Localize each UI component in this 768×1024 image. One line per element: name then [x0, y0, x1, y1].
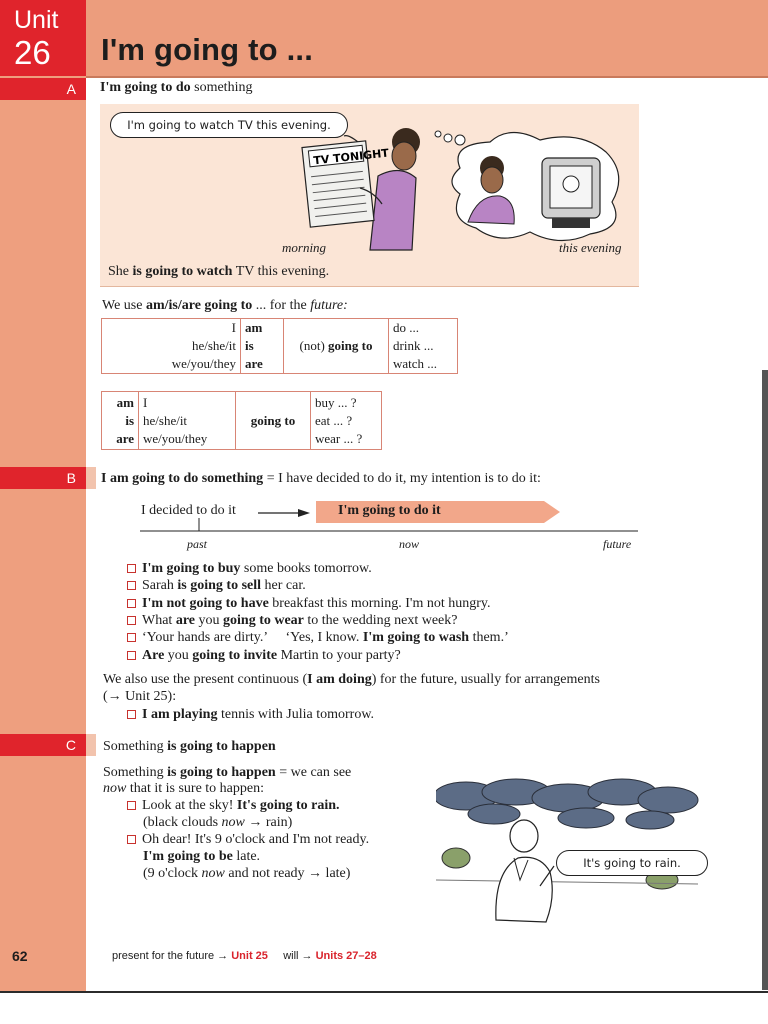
rule-bold: am/is/are going to — [145, 298, 253, 313]
verb-option: do ... — [393, 320, 419, 335]
checkbox-bullet-icon — [127, 651, 136, 660]
example-text: you — [167, 648, 189, 663]
example-explanation — [143, 815, 292, 831]
verb-cell — [311, 392, 382, 450]
pronoun: he/she/it — [191, 338, 236, 353]
line-text: Something — [103, 765, 164, 780]
verb-option: eat ... ? — [315, 412, 353, 428]
heading-plain: Something — [103, 739, 164, 754]
section-c-line1 — [103, 765, 351, 781]
caption-evening: this evening — [559, 240, 622, 255]
example-bold: are — [175, 613, 196, 628]
section-tab-b: B — [0, 467, 86, 489]
section-a-heading — [100, 80, 252, 96]
checkbox-bullet-icon — [127, 616, 136, 625]
note-italic: now — [221, 815, 245, 830]
section-b-definition — [101, 471, 541, 487]
example-post: TV this evening. — [235, 264, 330, 279]
timeline-past: past — [187, 537, 208, 551]
footer-rule — [0, 991, 768, 993]
woman-reading-newspaper-illustration — [300, 118, 430, 256]
checkbox-bullet-icon — [127, 835, 136, 844]
pronoun: he/she/it — [143, 412, 188, 428]
pronoun: I — [231, 320, 236, 335]
be-verb: are — [116, 430, 134, 446]
definition-rest: = I have decided to do it, my intention is to do it: — [266, 471, 541, 486]
list-item — [127, 707, 374, 723]
be-verb: is — [245, 338, 254, 353]
question-table — [101, 391, 382, 450]
pronoun-cell — [139, 392, 236, 450]
pronoun: I — [143, 394, 148, 410]
units-27-28-link[interactable]: Units 27–28 — [315, 950, 377, 962]
timeline-decided: I decided to do it — [141, 503, 236, 518]
example-text: to the wedding next week? — [307, 613, 458, 628]
be-verb: am — [245, 320, 263, 335]
section-a-rule — [102, 298, 348, 314]
reference-text: present for the future → — [112, 950, 229, 962]
example-bold: is going to sell — [177, 578, 262, 593]
example-text: late. — [236, 849, 261, 864]
example-text: ‘Yes, I know. — [285, 630, 360, 645]
page-number: 62 — [12, 948, 28, 964]
newspaper-title: TV TONIGHT — [312, 146, 390, 168]
header-rule — [86, 76, 768, 78]
example-bold: Are — [142, 648, 165, 663]
rule-mid: ... for the — [255, 298, 307, 313]
example-text: Look at the sky! — [142, 798, 234, 813]
checkbox-bullet-icon — [127, 564, 136, 573]
checkbox-bullet-icon — [127, 710, 136, 719]
verb-cell — [389, 319, 458, 374]
list-item — [127, 648, 401, 664]
heading-rest: something — [194, 80, 253, 95]
section-c-heading — [103, 739, 276, 755]
going-to-cell — [236, 392, 311, 450]
left-margin-stripe — [0, 0, 86, 992]
unit-number: 26 — [14, 34, 51, 71]
note-text: ) for the future, usually for arrangements — [371, 672, 600, 687]
be-verb-cell — [102, 392, 139, 450]
be-verb-cell — [241, 319, 284, 374]
going-to-cell — [284, 319, 389, 374]
note-text: We also use the present continuous ( — [103, 672, 308, 687]
line-italic: now — [103, 781, 127, 796]
unit-25-link[interactable]: Unit 25 — [231, 950, 268, 962]
list-item — [127, 561, 372, 577]
list-item — [127, 832, 369, 848]
example-pre: She — [108, 264, 129, 279]
example-bold: I'm going to wash — [362, 630, 470, 645]
list-item — [127, 596, 491, 612]
be-verb: am — [116, 394, 134, 410]
example-text: Martin to your party? — [280, 648, 401, 663]
note-bold: I am doing — [307, 672, 372, 687]
checkbox-bullet-icon — [127, 581, 136, 590]
example-text: What — [142, 613, 173, 628]
list-item — [127, 578, 306, 594]
checkbox-bullet-icon — [127, 599, 136, 608]
example-text: them.’ — [472, 630, 509, 645]
example-bold: It's going to rain. — [236, 798, 340, 813]
heading-bold: is going to happen — [167, 739, 276, 754]
example-text: breakfast this morning. I'm not hungry. — [272, 596, 491, 611]
speech-bubble: It's going to rain. — [556, 850, 708, 876]
not-label: (not) — [299, 338, 325, 353]
example-bold: going to invite — [192, 648, 278, 663]
line-text: = we can see — [279, 765, 352, 780]
timeline-now: now — [399, 537, 420, 551]
reference-text: will → — [283, 950, 313, 962]
example-bold: I am playing — [142, 707, 218, 722]
section-a-example — [108, 264, 329, 280]
list-item — [127, 613, 457, 629]
verb-option: drink ... — [393, 338, 434, 353]
note-text: → rain) — [248, 815, 293, 830]
example-text: her car. — [264, 578, 306, 593]
page-title: I'm going to ... — [101, 32, 314, 67]
rule-pre: We use — [102, 298, 143, 313]
going-to-label: going to — [250, 412, 296, 428]
cross-references — [112, 950, 377, 962]
present-continuous-note — [103, 672, 600, 688]
section-tab-c: C — [0, 734, 86, 756]
line-bold: is going to happen — [167, 765, 276, 780]
checkbox-bullet-icon — [127, 633, 136, 642]
verb-option: watch ... — [393, 356, 438, 371]
note-text: (black clouds — [143, 815, 219, 830]
heading-bold: I'm going to do — [100, 80, 191, 95]
pronoun: we/you/they — [143, 430, 208, 446]
example-text: some books tomorrow. — [243, 561, 372, 576]
be-verb: is — [125, 412, 134, 428]
list-item — [127, 630, 509, 646]
example-text: you — [198, 613, 220, 628]
affirmative-table — [101, 318, 458, 374]
caption-morning: morning — [282, 240, 327, 255]
example-explanation — [143, 866, 350, 882]
note-unit-reference: (→ Unit 25): — [103, 689, 177, 704]
note-text: (9 o'clock — [143, 866, 199, 881]
pronoun-cell — [102, 319, 241, 374]
tab-extension — [86, 467, 96, 489]
going-to-label: going to — [328, 338, 373, 353]
thought-bubble-tv-illustration — [430, 124, 630, 244]
definition-bold: I am going to do something — [101, 471, 264, 486]
example-bold: is going to watch — [132, 264, 233, 279]
list-item — [127, 798, 340, 814]
verb-option: buy ... ? — [315, 394, 357, 410]
timeline-arrow-label: I'm going to do it — [338, 503, 441, 518]
checkbox-bullet-icon — [127, 801, 136, 810]
example-continuation — [143, 849, 260, 865]
line-text: that it is sure to happen: — [129, 781, 264, 796]
example-bold: I'm going to buy — [142, 561, 241, 576]
example-text: ‘Your hands are dirty.’ — [142, 630, 268, 645]
be-verb: are — [245, 356, 263, 371]
verb-option: wear ... ? — [315, 430, 363, 446]
example-bold: going to wear — [223, 613, 304, 628]
note-italic: now — [201, 866, 225, 881]
rule-italic: future: — [310, 298, 348, 313]
section-tab-a: A — [0, 78, 86, 100]
speech-bubble: I'm going to watch TV this evening. — [110, 112, 348, 138]
pronoun: we/you/they — [171, 356, 236, 371]
note-text: and not ready → late) — [228, 866, 351, 881]
example-text: Sarah — [142, 578, 174, 593]
example-bold: I'm going to be — [143, 849, 233, 864]
page-edge-shadow — [762, 370, 768, 990]
section-c-line2 — [103, 781, 264, 797]
unit-label: Unit — [14, 6, 59, 34]
example-text: Oh dear! It's 9 o'clock and I'm not ready. — [142, 832, 370, 847]
example-text: tennis with Julia tomorrow. — [220, 707, 375, 722]
timeline-future: future — [603, 537, 632, 551]
tab-extension — [86, 734, 96, 756]
example-bold: I'm not going to have — [142, 596, 269, 611]
